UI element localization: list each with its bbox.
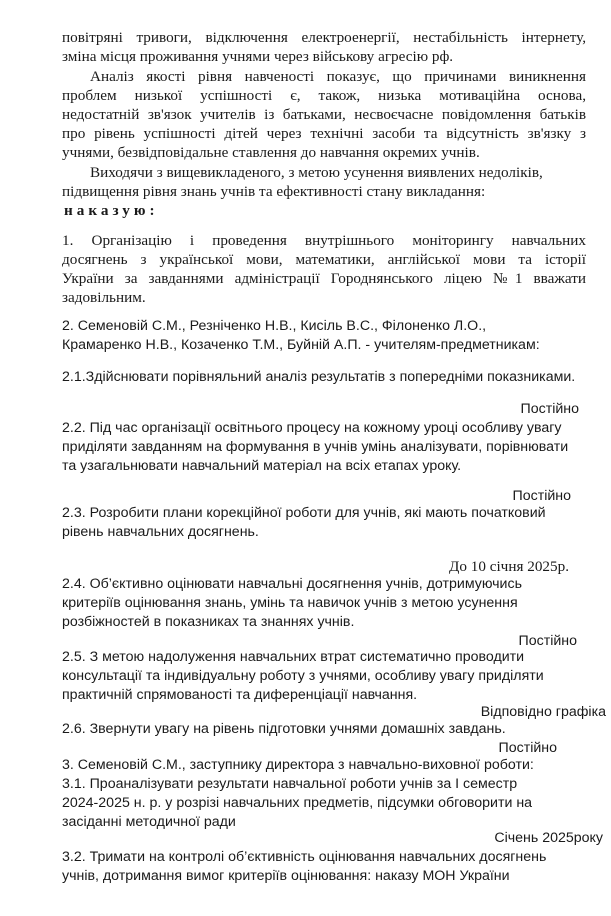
order-item-2-3-line: 2.3. Розробити плани корекційної роботи для учнів, які мають початковий	[62, 505, 546, 521]
deadline-label: Відповідно графіка	[480, 704, 606, 720]
order-item-2-2-line: та узагальнювати навчальний матеріал на всіх етапах уроку.	[62, 458, 462, 474]
order-item-2-4-line: критеріїв оцінювання знань, умінь та навичок учнів з метою усунення	[62, 595, 518, 611]
order-item-1-line: України за завданнями адміністрації Городнянського ліцею №1 вважати	[62, 270, 586, 287]
paragraph-line: недостатній зв'язок учителів із батьками, несвоєчасне повідомлення батьків	[62, 106, 586, 123]
order-item-2-5-line: консультації та індивідуальну роботу з учнями, особливу увагу приділяти	[62, 668, 544, 684]
order-item-2-5-line: практичній спрямованості та диференціації навчання.	[62, 687, 418, 703]
paragraph-line: зміна місця проживання учнями через військову агресію рф.	[62, 48, 454, 65]
order-item-2-3-line: рівень навчальних досягнень.	[62, 524, 259, 540]
order-item-3-1-line: засіданні методичної ради	[62, 814, 236, 830]
order-item-2-line: Крамаренко Н.В., Козаченко Т.М., Буйній А.П. - учителям-предметникам:	[62, 337, 540, 353]
order-item-3-2-line: учнів, дотримання вимог критеріїв оцінювання: наказу МОН України	[62, 868, 510, 884]
order-item-3-line: 3. Семеновій С.М., заступнику директора з навчально-виховної роботи:	[62, 757, 534, 773]
deadline-label: До 10 січня 2025р.	[448, 558, 569, 575]
order-item-2-1-line: 2.1.Здійснювати порівняльний аналіз результатів з попередніми показниками.	[62, 369, 576, 385]
deadline-label: Постійно	[498, 740, 557, 756]
paragraph-line: проблем низької успішності є, також, низька мотиваційна основа,	[62, 87, 586, 104]
order-item-3-1-line: 3.1. Проаналізувати результати навчальної роботи учнів за І семестр	[62, 776, 518, 792]
order-item-3-1-line: 2024-2025 н. р. у розрізі навчальних предметів, підсумки обговорити на	[62, 795, 533, 811]
paragraph-line: учнями, безвідповідальне ставлення до навчання окремих учнів.	[62, 144, 480, 161]
order-item-2-2-line: 2.2. Під час організації освітнього процесу на кожному уроці особливу увагу	[62, 420, 562, 436]
order-item-2-4-line: 2.4. Об’єктивно оцінювати навчальні досягнення учнів, дотримуючись	[62, 576, 522, 592]
order-item-1-line: задовільним.	[62, 289, 146, 306]
deadline-label: Постійно	[520, 401, 579, 417]
deadline-label: Постійно	[518, 633, 577, 649]
order-item-2-6-line: 2.6. Звернути увагу на рівень підготовки учнями домашніх завдань.	[62, 721, 506, 737]
order-heading: наказую:	[64, 202, 159, 219]
order-item-3-2-line: 3.2. Тримати на контролі об’єктивність оцінювання навчальних досягнень	[62, 849, 547, 865]
paragraph-line: Виходячи з вищевикладеного, з метою усунення виявлених недоліків,	[90, 164, 543, 181]
paragraph-line: повітряні тривоги, відключення електроенергії, нестабільність інтернету,	[62, 29, 586, 46]
paragraph-line: підвищення рівня знань учнів та ефективності стану викладання:	[62, 183, 486, 200]
order-item-2-5-line: 2.5. З метою надолуження навчальних втрат систематично проводити	[62, 649, 525, 665]
order-item-2-4-line: розбіжностей в показниках та знаннях учнів.	[62, 614, 355, 630]
paragraph-line: Аналіз якості рівня навченості показує, що причинами виникнення	[90, 68, 586, 85]
order-item-2-line: 2. Семеновій С.М., Резніченко Н.В., Кисіль В.С., Філоненко Л.О.,	[62, 318, 487, 334]
order-item-1-line: досягнень з української мови, математики, англійської мови та історії	[62, 251, 586, 268]
order-item-1-line: 1. Організацію і проведення внутрішнього моніторингу навчальних	[62, 232, 586, 249]
paragraph-line: про рівень успішності дітей через технічні засоби та відсутність зв'язку з	[62, 125, 586, 142]
order-item-2-2-line: приділяти завданням на формування в учнів умінь аналізувати, порівнювати	[62, 439, 569, 455]
deadline-label: Постійно	[512, 488, 571, 504]
deadline-label: Січень 2025року	[494, 830, 603, 846]
